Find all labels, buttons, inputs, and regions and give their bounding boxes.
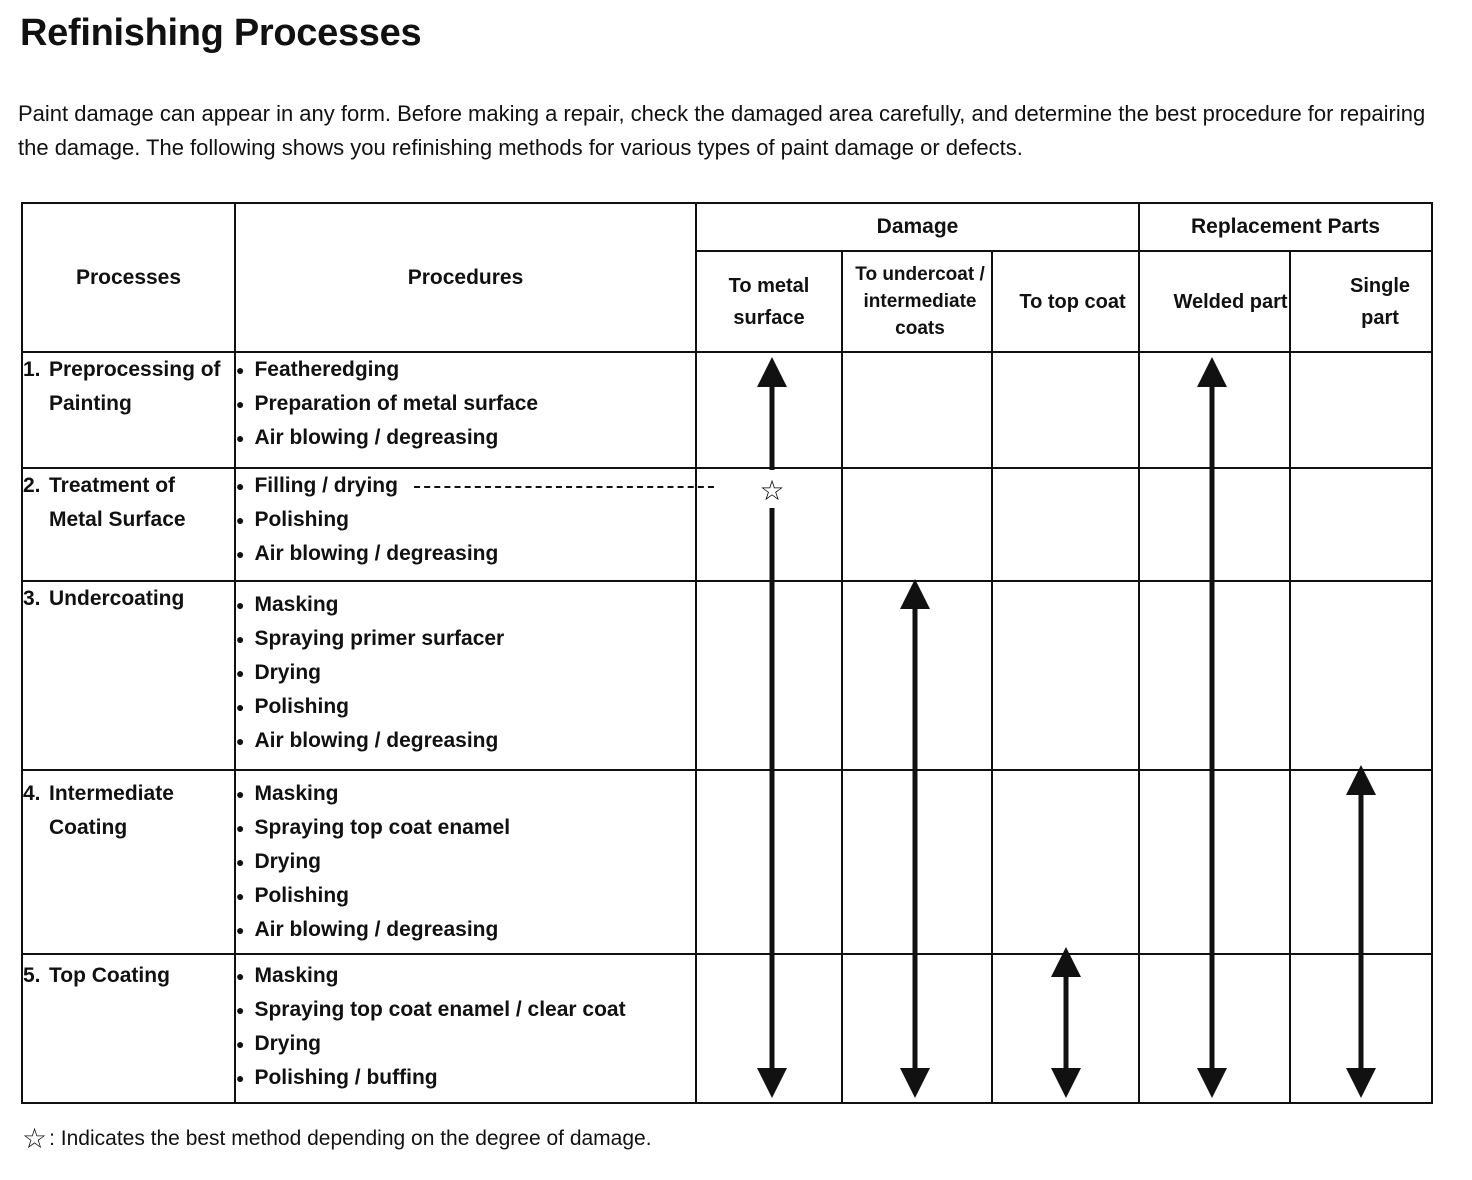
header-replacement-parts: Replacement Parts — [1139, 203, 1432, 251]
process-name: Intermediate Coating — [49, 782, 174, 839]
list-item: ● Polishing — [236, 695, 349, 718]
list-item: ● Air blowing / degreasing — [236, 426, 499, 449]
list-item: ● Drying — [236, 661, 321, 684]
list-item: ● Spraying top coat enamel — [236, 816, 511, 839]
table-row — [22, 954, 1432, 1103]
list-item: ● Drying — [236, 850, 321, 873]
header-to-undercoat: To undercoat / intermediate coats — [842, 251, 992, 352]
header-single-part: Single part — [1290, 251, 1432, 352]
process-name: Preprocessing of Painting — [49, 358, 221, 415]
intro-paragraph: Paint damage can appear in any form. Before making a repair, check the damaged area carefully, and determine the best procedure for repairing the damage. The following shows you refinishing methods for various types of paint damage or defects. — [18, 101, 1426, 160]
list-item: ● Air blowing / degreasing — [236, 729, 499, 752]
list-item: ● Polishing — [236, 884, 349, 907]
list-item: ● Spraying primer surfacer — [236, 627, 505, 650]
table-row — [22, 352, 1432, 468]
header-procedures: Procedures — [235, 203, 696, 352]
list-item: ● Preparation of metal surface — [236, 392, 539, 415]
list-item: ● Masking — [236, 964, 339, 987]
legend-text: : Indicates the best method depending on the degree of damage. — [49, 1126, 652, 1150]
process-name: Treatment of Metal Surface — [49, 474, 186, 531]
refinishing-table — [21, 202, 1433, 1104]
process-name: Undercoating — [49, 587, 185, 610]
page-title: Refinishing Processes — [20, 12, 422, 54]
header-to-top-coat: To top coat — [992, 251, 1139, 352]
list-item: ● Polishing — [236, 508, 349, 531]
list-item: ● Air blowing / degreasing — [236, 918, 499, 941]
process-number: 1. — [23, 358, 41, 381]
process-name: Top Coating — [49, 964, 170, 987]
star-icon: ☆ — [22, 1123, 48, 1154]
list-item: ● Drying — [236, 1032, 321, 1055]
header-processes: Processes — [22, 203, 235, 352]
header-damage: Damage — [696, 203, 1139, 251]
process-number: 5. — [23, 964, 41, 987]
table-row — [22, 581, 1432, 770]
list-item: ● Masking — [236, 593, 339, 616]
header-welded-part: Welded part — [1139, 251, 1290, 352]
header-to-metal-surface: To metal surface — [696, 251, 842, 352]
process-number: 2. — [23, 474, 41, 497]
list-item: ● Polishing / buffing — [236, 1066, 438, 1089]
list-item: ● Spraying top coat enamel / clear coat — [236, 998, 626, 1021]
table-row — [22, 468, 1432, 581]
process-number: 3. — [23, 587, 41, 610]
process-number: 4. — [23, 782, 41, 805]
table-row — [22, 770, 1432, 954]
dashed-leader-line — [414, 486, 714, 488]
list-item: ● Air blowing / degreasing — [236, 542, 499, 565]
list-item: ● Filling / drying — [236, 469, 695, 503]
list-item: ● Featheredging — [236, 358, 400, 381]
best-method-star-icon: ☆ — [759, 474, 785, 507]
list-item: ● Masking — [236, 782, 339, 805]
legend-note — [22, 1122, 652, 1155]
